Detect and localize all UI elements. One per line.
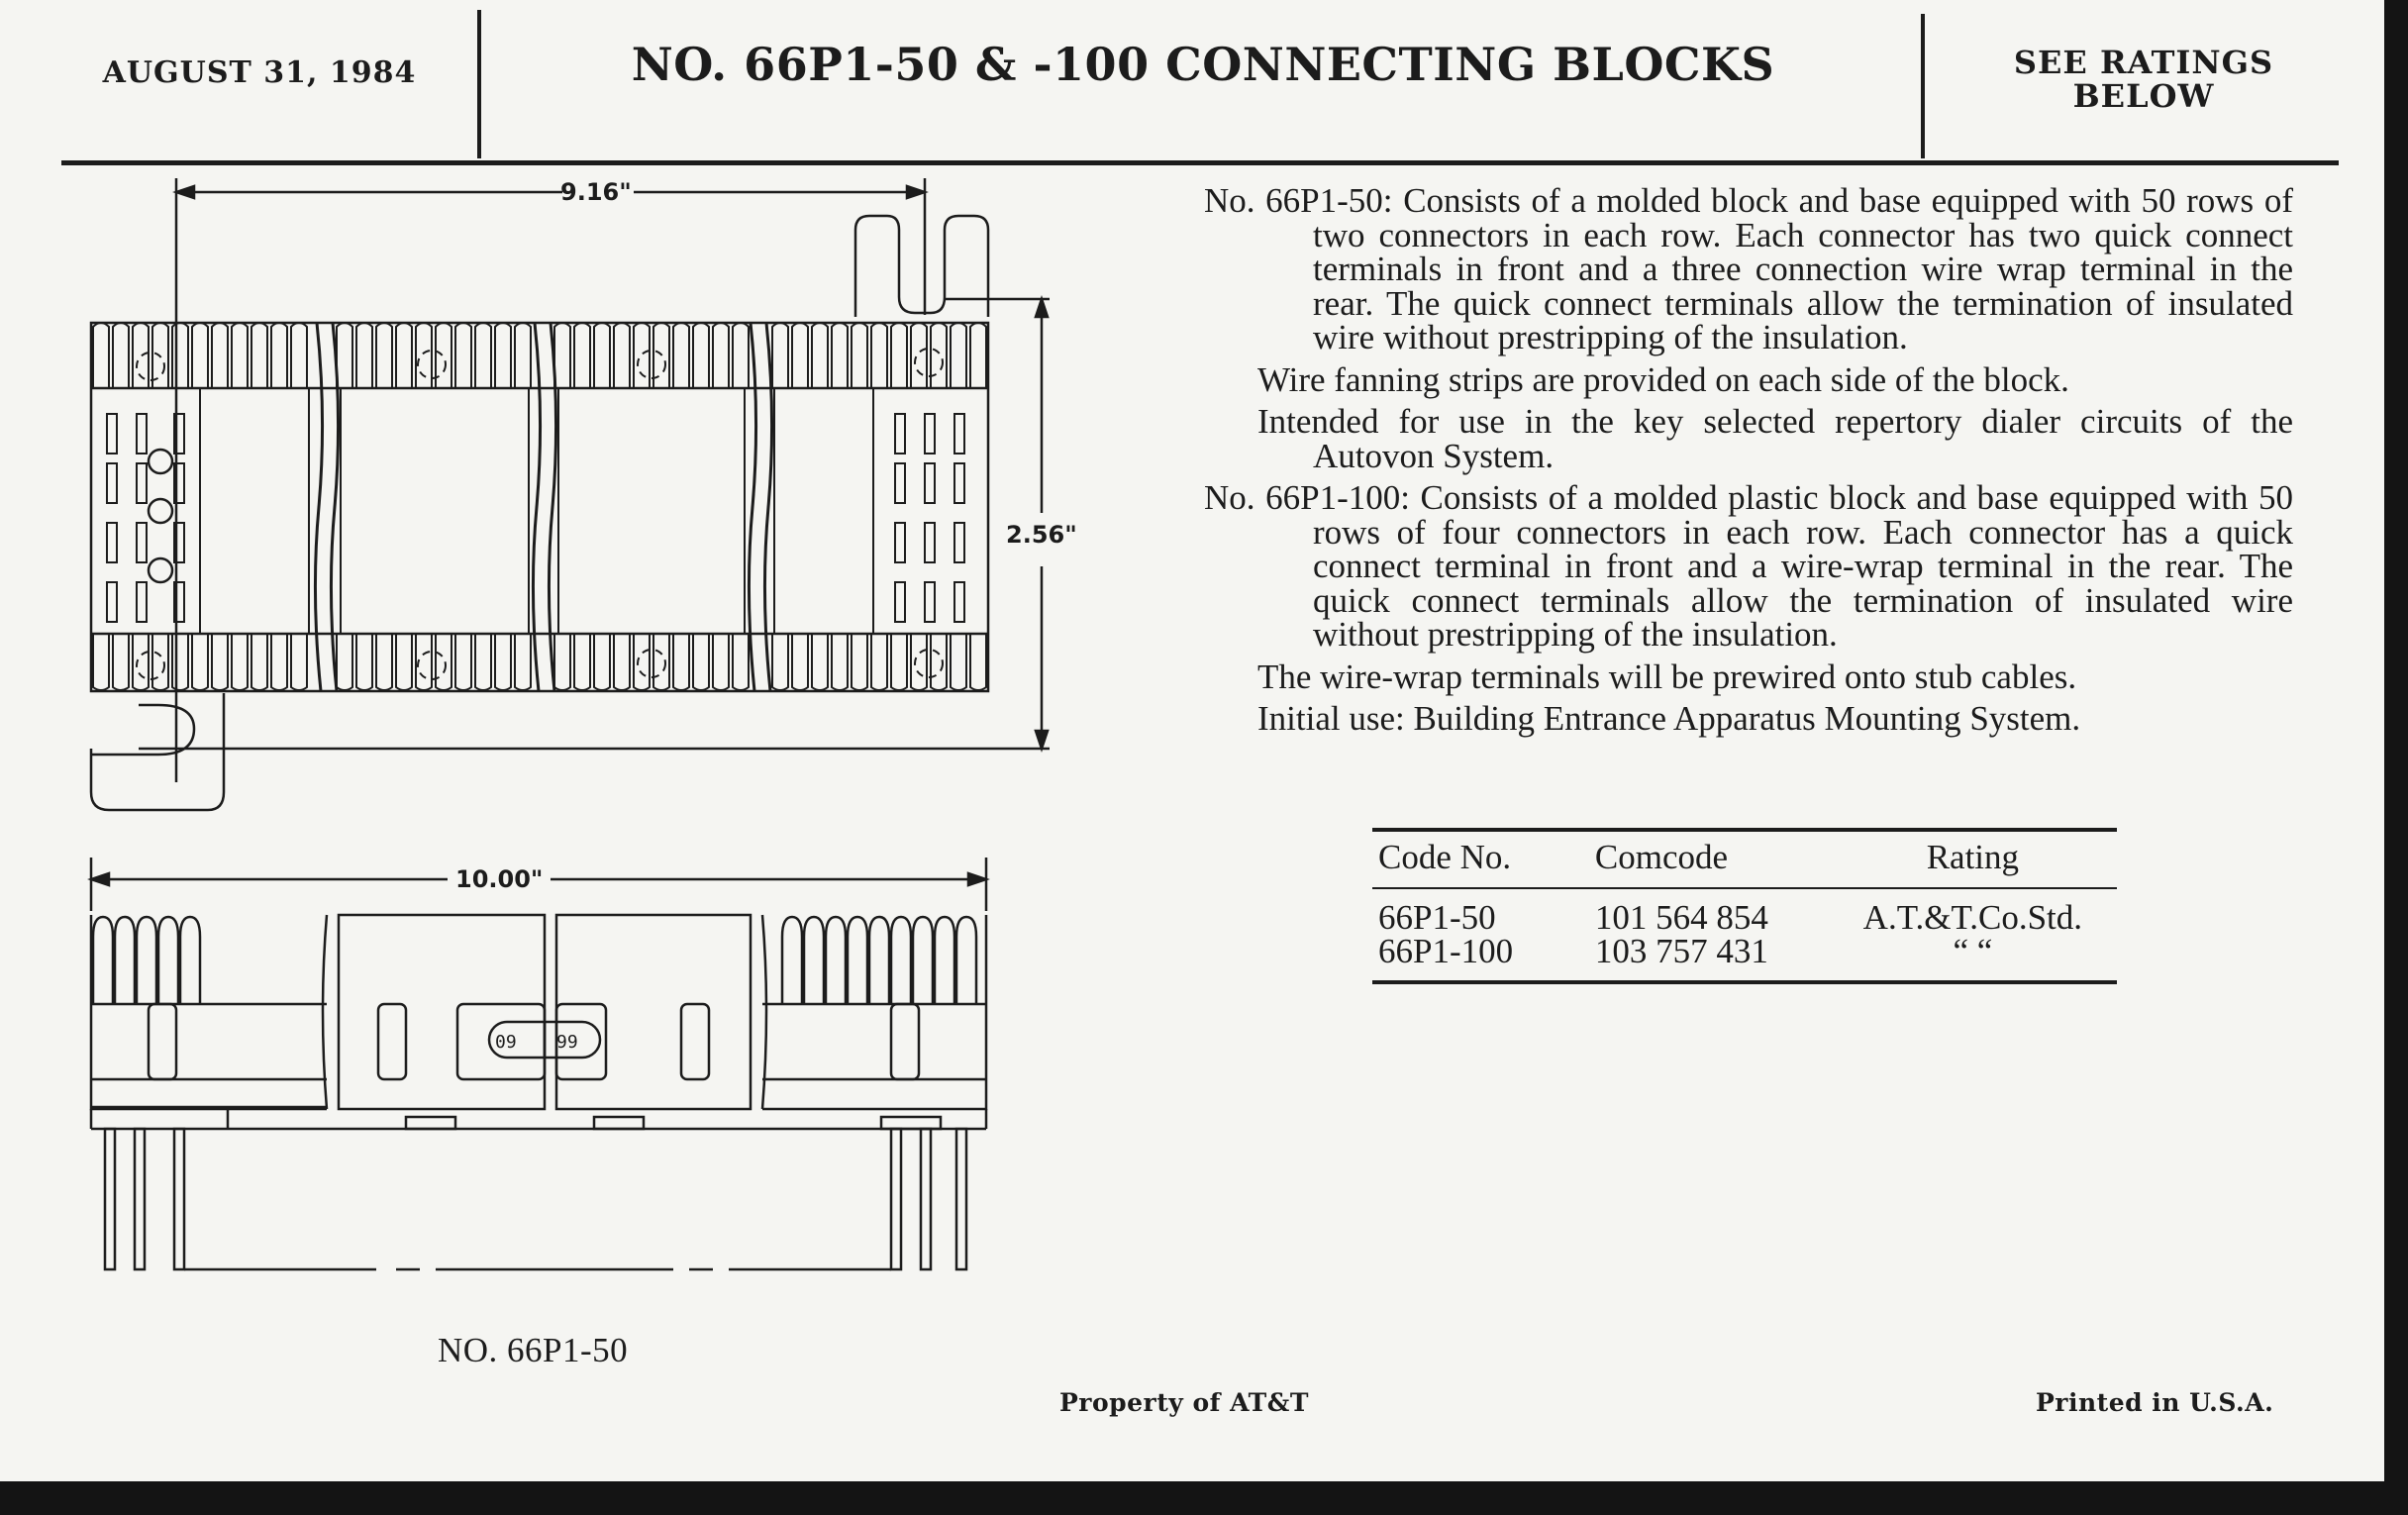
rating-note-line2: BELOW bbox=[2072, 77, 2215, 115]
ratings-table bbox=[1372, 828, 2117, 984]
footer-property: Property of AT&T bbox=[1059, 1388, 1309, 1417]
cell-comcode: 103 757 431 bbox=[1555, 935, 1829, 982]
part-marking-right: 99 bbox=[556, 1032, 578, 1053]
footer-printed: Printed in U.S.A. bbox=[2036, 1388, 2274, 1417]
col-code-no: Code No. bbox=[1372, 830, 1555, 888]
cell-rating: A.T.&T.Co.Std. bbox=[1862, 898, 2083, 937]
dim-height: 2.56" bbox=[1006, 521, 1077, 549]
dim-width-bottom: 10.00" bbox=[455, 865, 544, 893]
cell-rating: “ “ bbox=[1829, 935, 2117, 982]
cell-comcode: 101 564 854 bbox=[1594, 898, 1768, 937]
table-row bbox=[1372, 888, 2117, 935]
header-rating-note bbox=[1931, 46, 2357, 113]
desc-66p1-100-lead: No. 66P1-100: bbox=[1204, 478, 1410, 517]
desc-66p1-50 bbox=[1204, 181, 2293, 356]
dim-width-top: 9.16" bbox=[560, 178, 632, 206]
rating-note-line1: SEE RATINGS bbox=[2013, 44, 2274, 81]
table-header-row bbox=[1372, 830, 2117, 888]
col-rating: Rating bbox=[1829, 830, 2117, 888]
header-divider-right bbox=[1921, 14, 1925, 158]
table-row bbox=[1372, 935, 2117, 982]
cell-code: 66P1-100 bbox=[1372, 935, 1555, 982]
desc-66p1-100 bbox=[1204, 478, 2293, 654]
technical-drawing bbox=[0, 0, 1168, 1366]
col-comcode: Comcode bbox=[1555, 830, 1829, 888]
header-date: AUGUST 31, 1984 bbox=[102, 55, 417, 90]
desc-66p1-50-lead: No. 66P1-50: bbox=[1204, 181, 1393, 220]
desc-intended-use: Intended for use in the key selected repertory dialer circuits of the Autovon System. bbox=[1257, 402, 2293, 475]
desc-fanning-strips: Wire fanning strips are provided on each side of the block. bbox=[1257, 359, 2069, 399]
cell-code: 66P1-50 bbox=[1378, 898, 1496, 937]
desc-66p1-100-text: Consists of a molded plastic block and base equipped with 50 rows of four connectors in each row. Each connector has a quick connect terminal in front and a wire-wrap terminal in the rear. The quick connect terminals allow the termination of insulated wire without prestripping of the insulation. bbox=[1313, 478, 2293, 654]
page-title: NO. 66P1-50 & -100 CONNECTING BLOCKS bbox=[631, 38, 1775, 91]
drawing-caption: NO. 66P1-50 bbox=[438, 1331, 629, 1369]
desc-initial-use: Initial use: Building Entrance Apparatus Mounting System. bbox=[1257, 699, 2081, 738]
desc-66p1-50-text: Consists of a molded block and base equipped with 50 rows of two connectors in each row. Each connector has two quick connect terminals in front and a three connection wire wrap terminal in the rear. The quick connect terminals allow the termination of insulated wire without prestripping of the insulation. bbox=[1313, 181, 2293, 356]
description bbox=[1204, 181, 2293, 745]
desc-prewired: The wire-wrap terminals will be prewired onto stub cables. bbox=[1257, 656, 2077, 696]
part-marking-left: 09 bbox=[495, 1032, 517, 1053]
